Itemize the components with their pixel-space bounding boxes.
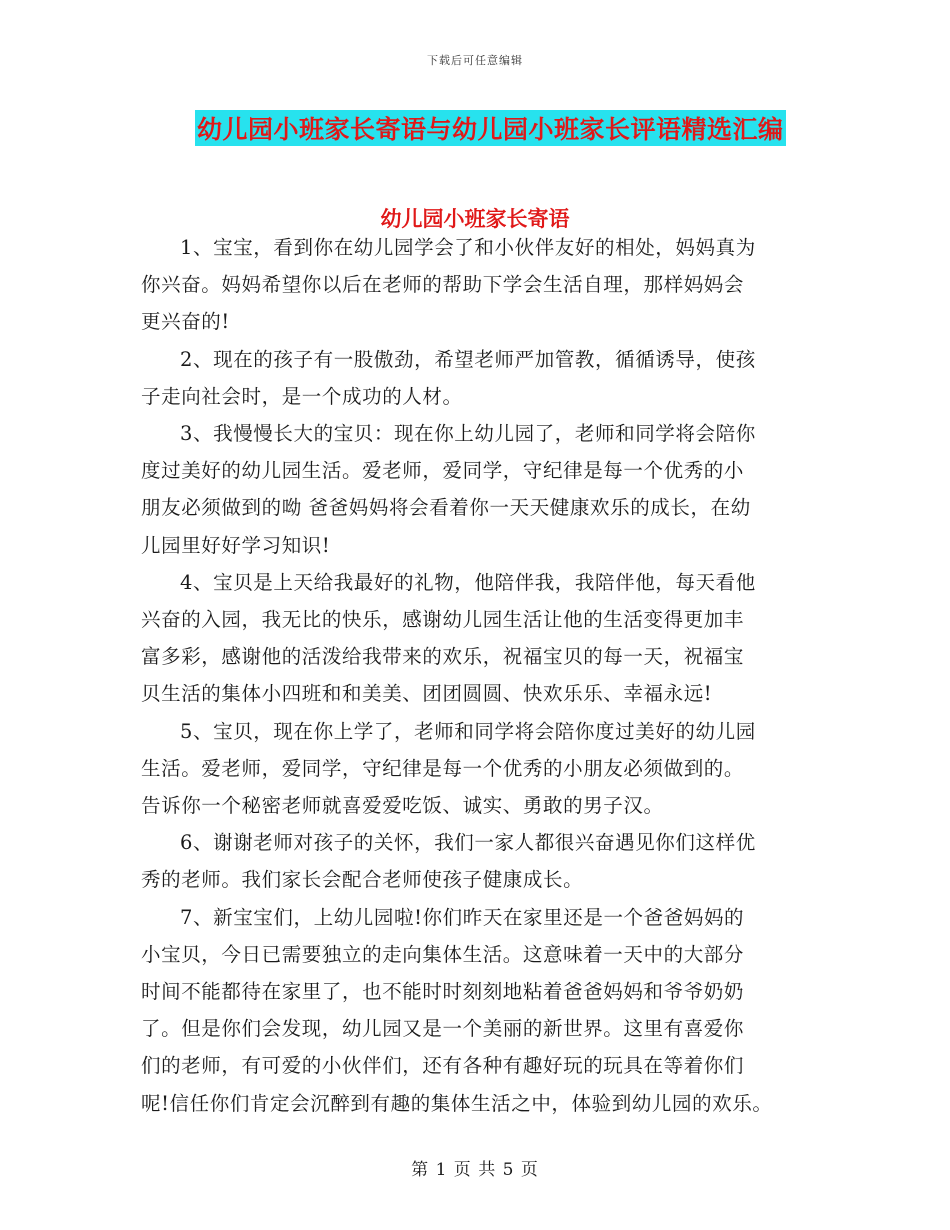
paragraph [141,229,821,341]
paragraph-line: 3、我慢慢长大的宝贝：现在你上幼儿园了，老师和同学将会陪你 [180,422,756,446]
paragraph-line: 你兴奋。妈妈希望你以后在老师的帮助下学会生活自理，那样妈妈会 [141,273,745,297]
paragraph-line: 时间不能都待在家里了，也不能时时刻刻地粘着爸爸妈妈和爷爷奶奶 [141,980,745,1004]
paragraph-line: 7、新宝宝们，上幼儿园啦!你们昨天在家里还是一个爸爸妈妈的 [180,905,745,929]
paragraph-line: 1、宝宝，看到你在幼儿园学会了和小伙伴友好的相处，妈妈真为 [180,236,756,259]
paragraph [141,713,821,825]
paragraph [141,899,821,1122]
paragraph-line: 小宝贝，今日已需要独立的走向集体生活。这意味着一天中的大部分 [141,942,745,966]
page-footer: 第 1 页 共 5 页 [411,1160,539,1180]
paragraph [141,824,821,898]
document-body [141,229,821,1122]
paragraph-line: 了。但是你们会发现，幼儿园又是一个美丽的新世界。这里有喜爱你 [141,1017,745,1041]
paragraph-line: 呢!信任你们肯定会沉醉到有趣的集体生活之中，体验到幼儿园的欢乐。 [141,1091,773,1115]
paragraph-line: 秀的老师。我们家长会配合老师使孩子健康成长。 [141,868,584,892]
paragraph [141,415,821,564]
paragraph-line: 6、谢谢老师对孩子的关怀，我们一家人都很兴奋遇见你们这样优 [180,831,756,855]
paragraph-line: 儿园里好好学习知识! [141,533,331,557]
document-title: 幼儿园小班家长寄语与幼儿园小班家长评语精选汇编 [197,115,784,144]
paragraph-line: 朋友必须做到的呦 爸爸妈妈将会看着你一天天健康欢乐的成长，在幼 [141,496,751,520]
paragraph-line: 生活。爱老师，爱同学，守纪律是每一个优秀的小朋友必须做到的。 [141,756,745,780]
paragraph-line: 2、现在的孩子有一股傲劲，希望老师严加管教，循循诱导，使孩 [180,347,756,371]
paragraph [141,564,821,713]
paragraph-line: 度过美好的幼儿园生活。爱老师，爱同学，守纪律是每一个优秀的小 [141,459,745,483]
page-header-note: 下载后可任意编辑 [427,54,523,67]
paragraph-line: 5、宝贝，现在你上学了，老师和同学将会陪你度过美好的幼儿园 [180,719,756,743]
paragraph-line: 们的老师，有可爱的小伙伴们，还有各种有趣好玩的玩具在等着你们 [141,1054,745,1078]
section-title: 幼儿园小班家长寄语 [380,207,570,231]
paragraph-line: 子走向社会时，是一个成功的人材。 [141,384,463,408]
paragraph-line: 富多彩，感谢他的活泼给我带来的欢乐，祝福宝贝的每一天，祝福宝 [141,645,745,669]
document-title-highlight [195,110,786,146]
paragraph [141,341,821,415]
paragraph-line: 更兴奋的! [141,310,230,334]
paragraph-line: 兴奋的入园，我无比的快乐，感谢幼儿园生活让他的生活变得更加丰 [141,608,745,632]
paragraph-line: 告诉你一个秘密老师就喜爱爱吃饭、诚实、勇敢的男子汉。 [141,794,664,818]
paragraph-line: 4、宝贝是上天给我最好的礼物，他陪伴我，我陪伴他，每天看他 [180,570,756,594]
paragraph-line: 贝生活的集体小四班和和美美、团团圆圆、快欢乐乐、幸福永远! [141,682,713,706]
